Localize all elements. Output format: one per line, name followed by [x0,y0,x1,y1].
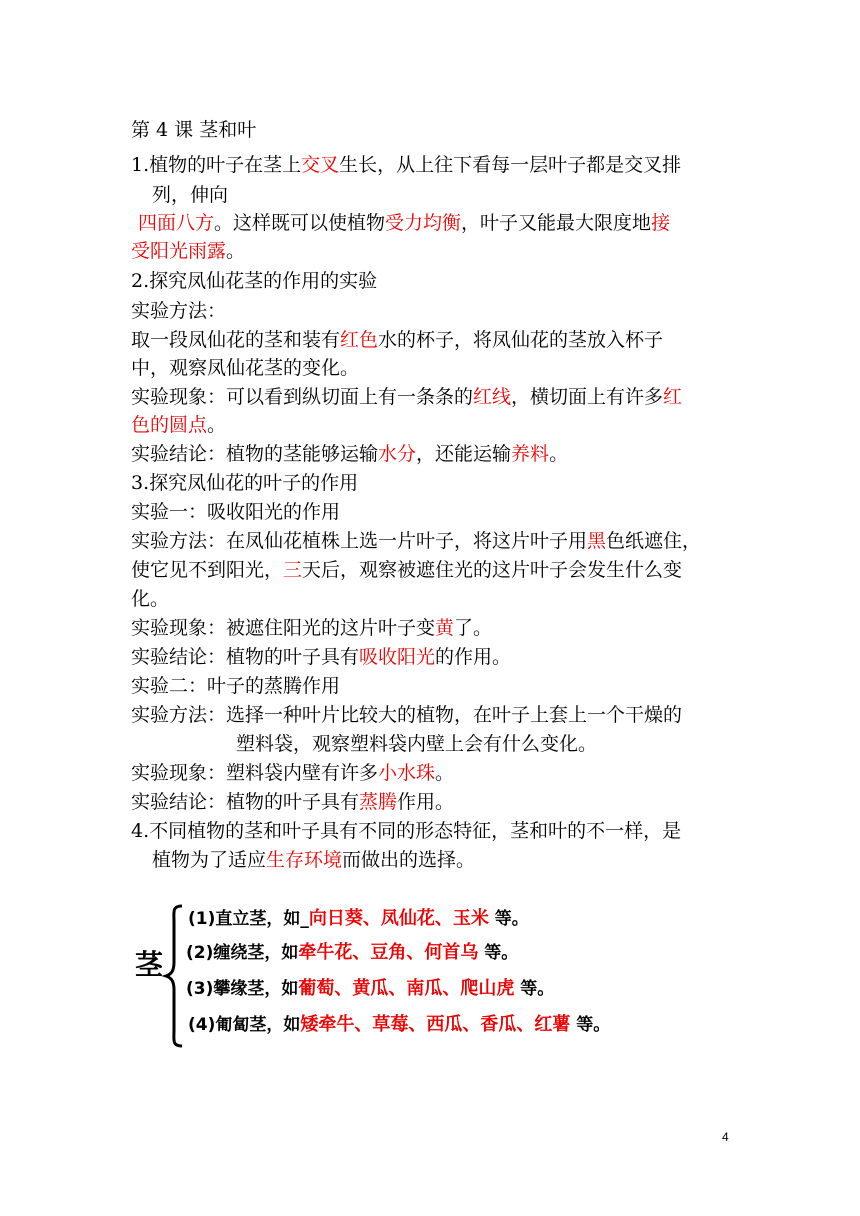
experiment-2-phenomenon: 实验现象：塑料袋内壁有许多小水珠。 [131,762,455,784]
experiment-conclusion: 实验结论：植物的茎能够运输水分，还能运输养料。 [131,443,569,465]
stem-label: 茎 [135,948,164,981]
experiment-method-line-1: 取一段凤仙花的茎和装有红色水的杯子，将凤仙花的茎放入杯子 [131,329,664,351]
stem-type-3: (3)攀缘茎，如葡萄、黄瓜、南瓜、爬山虎 等。 [186,978,555,999]
experiment-1-phenomenon: 实验现象：被遮住阳光的这片叶子变黄了。 [131,617,493,639]
section-4-line-1: 4.不同植物的茎和叶子具有不同的形态特征，茎和叶的不一样，是 [131,820,682,842]
experiment-1-method-line-1: 实验方法：在凤仙花植株上选一片叶子，将这片叶子用黑色纸遮住， [131,530,702,552]
experiment-2-method-line-2: 塑料袋，观察塑料袋内壁上会有什么变化。 [236,733,598,755]
experiment-phenomenon-line-1: 实验现象：可以看到纵切面上有一条条的红线，横切面上有许多红 [131,386,683,408]
experiment-1-conclusion: 实验结论：植物的叶子具有吸收阳光的作用。 [131,646,512,668]
section-3-heading: 3.探究凤仙花的叶子的作用 [131,472,359,494]
curly-brace [160,902,190,1050]
paragraph-1-line-1: 1.植物的叶子在茎上交叉生长，从上往下看每一层叶子都是交叉排 [131,154,682,176]
highlight-four-directions: 四面八方 [138,212,215,234]
stem-type-2: (2)缠绕茎，如牵牛花、豆角、何首乌 等。 [186,942,519,963]
section-4-line-2: 植物为了适应生存环境而做出的选择。 [152,849,476,871]
experiment-1-method-line-3: 化。 [131,588,170,610]
experiment-2-conclusion: 实验结论：植物的叶子具有蒸腾作用。 [131,791,455,813]
experiment-method-label: 实验方法： [131,300,227,322]
lesson-title: 第 4 课 茎和叶 [131,119,257,141]
paragraph-1-line-2: 列，伸向 [152,184,229,206]
stem-type-1: (1)直立茎，如_向日葵、凤仙花、玉米 等。 [188,908,529,929]
paragraph-1-line-4: 受阳光雨露。 [131,240,246,262]
highlight-balanced: 受力均衡 [385,212,462,234]
experiment-1-method-line-2: 使它见不到阳光，三天后，观察被遮住光的这片叶子会发生什么变 [131,559,683,581]
experiment-method-line-2: 中，观察凤仙花茎的变化。 [131,357,360,379]
paragraph-1-line-3: 四面八方。这样既可以使植物受力均衡，叶子又能最大限度地接 [138,212,671,234]
section-2-heading: 2.探究凤仙花茎的作用的实验 [131,270,378,292]
experiment-phenomenon-line-2: 色的圆点。 [131,414,227,436]
highlight-sunlight-dew: 受阳光雨露 [131,240,227,262]
stem-type-4: (4)匍匐茎，如矮牵牛、草莓、西瓜、香瓜、红薯 等。 [188,1014,611,1035]
experiment-2-method-line-1: 实验方法：选择一种叶片比较大的植物，在叶子上套上一个干燥的 [131,704,683,726]
page-number: 4 [722,1130,729,1144]
highlight-crossing: 交叉 [301,154,340,176]
experiment-1-title: 实验一：吸收阳光的作用 [131,501,341,523]
experiment-2-title: 实验二：叶子的蒸腾作用 [131,675,341,697]
